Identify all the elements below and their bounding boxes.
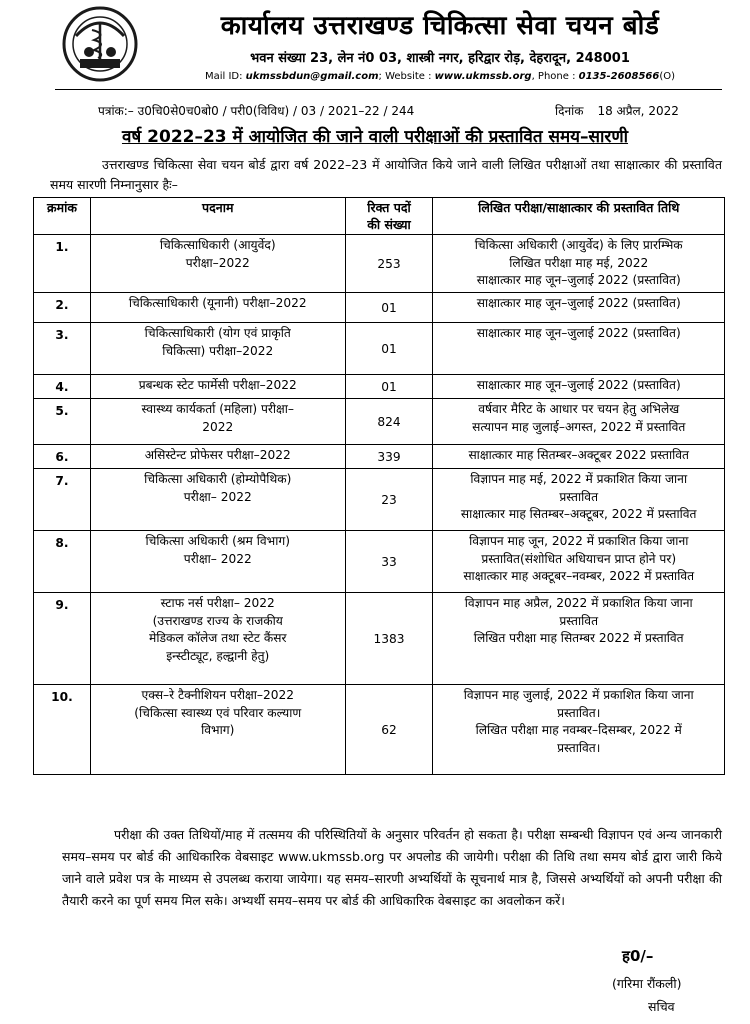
board-emblem-icon <box>62 6 138 82</box>
mail-label: Mail ID: <box>204 71 243 82</box>
post-line: चिकित्सा) परीक्षा–2022 <box>162 343 274 358</box>
schedule-line: विज्ञापन माह जुलाई, 2022 में प्रकाशित किया जाना <box>463 688 694 702</box>
page-title: वर्ष 2022–23 में आयोजित की जाने वाली परीक्षाओं की प्रस्तावित समय–सारणी <box>121 127 629 147</box>
phone-label: , Phone : <box>531 71 576 82</box>
row-post-name <box>90 685 345 775</box>
post-line: (चिकित्सा स्वास्थ्य एवं परिवार कल्याण <box>134 705 302 720</box>
header-schedule: लिखित परीक्षा/साक्षात्कार की प्रस्तावित तिथि <box>433 198 725 235</box>
schedule-line: साक्षात्कार माह जून–जुलाई 2022 (प्रस्तावित) <box>476 326 681 340</box>
row-serial: 9. <box>34 593 91 685</box>
date-value: 18 अप्रैल, 2022 <box>597 104 679 118</box>
row-post-name <box>90 469 345 531</box>
post-line: 2022 <box>202 419 234 434</box>
phone-number: 0135-2608566 <box>578 71 660 82</box>
row-schedule <box>433 531 725 593</box>
schedule-line: साक्षात्कार माह सितम्बर–अक्टूबर 2022 प्रस्तावित <box>468 448 689 462</box>
mail-id: ukmssbdun@gmail.com <box>245 71 379 82</box>
post-line: एक्स–रे टैक्नीशियन परीक्षा–2022 <box>141 688 294 702</box>
post-line: चिकित्साधिकारी (योग एवं प्राकृति <box>144 326 291 340</box>
row-serial: 2. <box>34 293 91 323</box>
table-row <box>34 445 725 469</box>
schedule-line: लिखित परीक्षा माह सितम्बर 2022 में प्रस्तावित <box>473 631 684 645</box>
letter-date <box>555 102 679 119</box>
row-serial: 1. <box>34 235 91 293</box>
website-label: ; Website : <box>378 71 432 82</box>
table-header-row <box>34 198 725 235</box>
row-post-name <box>90 593 345 685</box>
organization-name: कार्यालय उत्तराखण्ड चिकित्सा सेवा चयन बोर्ड <box>220 11 660 41</box>
row-schedule <box>433 469 725 531</box>
signature-mark: ह0/– <box>622 947 654 965</box>
table-row <box>34 685 725 775</box>
row-post-name <box>90 323 345 375</box>
row-vacancies: 1383 <box>345 593 433 685</box>
phone-suffix: (O) <box>659 71 676 82</box>
row-serial: 3. <box>34 323 91 375</box>
post-line: चिकित्साधिकारी (आयुर्वेद) <box>159 238 276 252</box>
row-post-name <box>90 375 345 399</box>
contact-line <box>150 71 730 82</box>
schedule-line: लिखित परीक्षा माह मई, 2022 <box>509 255 649 270</box>
row-vacancies: 339 <box>345 445 433 469</box>
row-schedule <box>433 375 725 399</box>
header-vacancies-line2: की संख्या <box>367 217 411 232</box>
row-vacancies: 33 <box>345 531 433 593</box>
row-vacancies: 01 <box>345 375 433 399</box>
row-serial: 6. <box>34 445 91 469</box>
schedule-line: प्रस्तावित(संशोधित अधियाचन प्राप्त होने पर) <box>481 551 677 566</box>
letterhead-divider <box>55 89 722 90</box>
row-schedule <box>433 593 725 685</box>
row-schedule <box>433 293 725 323</box>
schedule-line: साक्षात्कार माह जून–जुलाई 2022 (प्रस्तावित) <box>476 378 681 392</box>
post-line: परीक्षा– 2022 <box>183 489 252 504</box>
footer-note: परीक्षा की उक्त तिथियों/माह में तत्समय की परिस्थितियों के अनुसार परिवर्तन हो सकता है। परीक्षा सम्बन्धी विज्ञापन एवं अन्य जानकारी समय–समय पर बोर्ड की आधिकारिक वेबसाइट www.ukmssb.org पर अपलोड की जायेगी। परीक्षा की तिथि तथा समय बोर्ड द्वारा जारी किये जाने वाले प्रवेश पत्र के माध्यम से उपलब्ध कराया जायेगा। यह समय–सारणी अभ्यर्थियों के सूचनार्थ मात्र है, जिससे अभ्यर्थियों को अपनी परीक्षा की तैयारी करने का पूर्ण समय मिल सके। अभ्यर्थी समय–समय पर बोर्ड की आधिकारिक वेबसाइट का अवलोकन करें। <box>62 827 722 908</box>
row-post-name <box>90 293 345 323</box>
letter-number: पत्रांक:– उ0चि0से0च0बो0 / परी0(विविध) / 03 / 2021–22 / 244 <box>98 104 415 118</box>
header-post: पदनाम <box>90 198 345 235</box>
post-line: चिकित्सा अधिकारी (श्रम विभाग) <box>145 534 290 548</box>
schedule-line: चिकित्सा अधिकारी (आयुर्वेद) के लिए प्रारम्भिक <box>474 238 683 252</box>
row-serial: 10. <box>34 685 91 775</box>
post-line: स्टाफ नर्स परीक्षा– 2022 <box>160 596 275 610</box>
post-line: इन्स्टीट्यूट, हल्द्वानी हेतु) <box>166 648 270 663</box>
row-serial: 4. <box>34 375 91 399</box>
row-post-name <box>90 399 345 445</box>
schedule-line: प्रस्तावित <box>559 489 599 504</box>
row-vacancies: 253 <box>345 235 433 293</box>
post-line: मेडिकल कॉलेज तथा स्टेट कैंसर <box>149 631 287 645</box>
row-vacancies: 23 <box>345 469 433 531</box>
header-vacancies <box>345 198 433 235</box>
table-row <box>34 323 725 375</box>
post-line: परीक्षा–2022 <box>185 255 250 270</box>
post-line: चिकित्साधिकारी (यूनानी) परीक्षा–2022 <box>128 296 307 310</box>
row-post-name <box>90 445 345 469</box>
signatory-designation: सचिव <box>648 999 675 1014</box>
row-post-name <box>90 531 345 593</box>
row-schedule <box>433 685 725 775</box>
date-label: दिनांक <box>555 104 584 118</box>
row-schedule <box>433 323 725 375</box>
table-row <box>34 399 725 445</box>
table-row <box>34 375 725 399</box>
post-line: स्वास्थ्य कार्यकर्ता (महिला) परीक्षा– <box>141 402 294 416</box>
row-serial: 8. <box>34 531 91 593</box>
exam-schedule-table <box>33 197 725 775</box>
post-line: चिकित्सा अधिकारी (होम्योपैथिक) <box>144 472 292 486</box>
row-schedule <box>433 399 725 445</box>
schedule-line: साक्षात्कार माह जून–जुलाई 2022 (प्रस्तावित) <box>476 273 681 287</box>
row-vacancies: 62 <box>345 685 433 775</box>
header-serial: क्रमांक <box>34 198 91 235</box>
schedule-line: प्रस्तावित। <box>557 705 601 720</box>
schedule-line: प्रस्तावित। <box>557 740 601 755</box>
table-row <box>34 235 725 293</box>
schedule-line: विज्ञापन माह मई, 2022 में प्रकाशित किया जाना <box>470 472 688 486</box>
post-line: (उत्तराखण्ड राज्य के राजकीय <box>152 613 283 628</box>
table-body <box>34 235 725 775</box>
post-line: प्रबन्धक स्टेट फार्मेसी परीक्षा–2022 <box>138 378 297 392</box>
schedule-line: प्रस्तावित <box>559 613 599 628</box>
schedule-line: विज्ञापन माह जून, 2022 में प्रकाशित किया जाना <box>469 534 689 548</box>
row-vacancies: 01 <box>345 293 433 323</box>
row-serial: 7. <box>34 469 91 531</box>
row-schedule <box>433 235 725 293</box>
header-vacancies-line1: रिक्त पदों <box>367 200 411 215</box>
table-row <box>34 593 725 685</box>
intro-paragraph: उत्तराखण्ड चिकित्सा सेवा चयन बोर्ड द्वारा वर्ष 2022–23 में आयोजित किये जाने वाली लिखित परीक्षाओं तथा साक्षात्कार की प्रस्तावित समय सारणी निम्नानुसार हैः– <box>50 157 722 192</box>
table-row <box>34 293 725 323</box>
schedule-line: लिखित परीक्षा माह नवम्बर–दिसम्बर, 2022 में <box>475 723 682 737</box>
schedule-line: सत्यापन माह जुलाई–अगस्त, 2022 में प्रस्तावित <box>472 419 686 434</box>
row-post-name <box>90 235 345 293</box>
organization-address: भवन संख्या 23, लेन नं0 03, शास्त्री नगर, हरिद्वार रोड़, देहरादून, 248001 <box>250 51 630 66</box>
schedule-line: साक्षात्कार माह सितम्बर–अक्टूबर, 2022 में प्रस्तावित <box>460 507 697 521</box>
row-vacancies: 01 <box>345 323 433 375</box>
post-line: असिस्टेन्ट प्रोफेसर परीक्षा–2022 <box>144 448 291 462</box>
signatory-name: (गरिमा रौंकली) <box>612 976 682 991</box>
schedule-line: साक्षात्कार माह जून–जुलाई 2022 (प्रस्तावित) <box>476 296 681 310</box>
table-row <box>34 531 725 593</box>
row-schedule <box>433 445 725 469</box>
schedule-line: साक्षात्कार माह अक्टूबर–नवम्बर, 2022 में प्रस्तावित <box>463 569 695 583</box>
post-line: परीक्षा– 2022 <box>183 551 252 566</box>
post-line: विभाग) <box>201 723 235 737</box>
row-vacancies: 824 <box>345 399 433 445</box>
row-serial: 5. <box>34 399 91 445</box>
table-row <box>34 469 725 531</box>
schedule-line: वर्षवार मैरिट के आधार पर चयन हेतु अभिलेख <box>478 402 680 416</box>
schedule-line: विज्ञापन माह अप्रैल, 2022 में प्रकाशित किया जाना <box>464 596 693 610</box>
website-link[interactable]: www.ukmssb.org <box>434 71 532 82</box>
